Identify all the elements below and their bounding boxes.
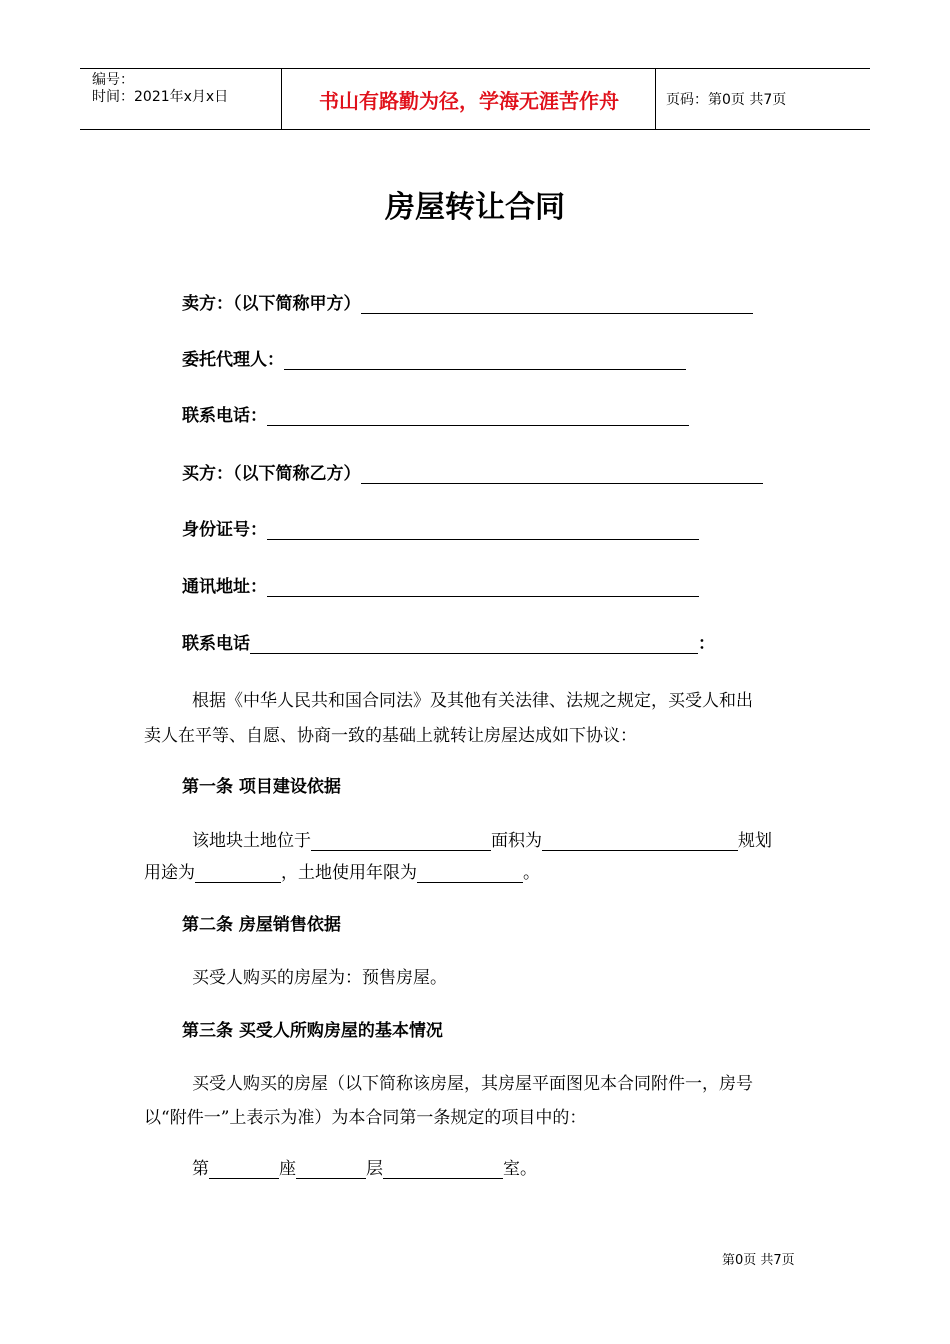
article1-line-1 — [192, 826, 772, 851]
buyer-label: 买方：（以下简称乙方） — [182, 464, 361, 484]
article1-text: 用途为 — [144, 863, 195, 883]
number-label: 编号： — [92, 72, 134, 88]
intro-line-2: 卖人在平等、自愿、协商一致的基础上就转让房屋达成如下协议： — [144, 726, 637, 746]
document-header — [80, 68, 870, 130]
header-motto: 书山有路勤为径，学海无涯苦作舟 — [319, 88, 619, 113]
article1-text: ，土地使用年限为 — [281, 863, 417, 883]
page-title: 房屋转让合同 — [385, 190, 565, 225]
page-footer: 第0页 共7页 — [722, 1253, 795, 1268]
seller-blank[interactable] — [361, 293, 753, 314]
id-label: 身份证号： — [182, 520, 267, 540]
usage-blank[interactable] — [195, 864, 281, 883]
seller-field — [182, 288, 753, 314]
agent-blank[interactable] — [284, 349, 686, 370]
article3-line-2: 以“附件一”上表示为准）为本合同第一条规定的项目中的： — [144, 1108, 587, 1128]
room-line — [192, 1154, 537, 1179]
room-text: 层 — [366, 1159, 383, 1179]
term-blank[interactable] — [417, 864, 523, 883]
building-blank[interactable] — [209, 1160, 279, 1179]
room-text: 室。 — [503, 1159, 537, 1179]
phone-label: 联系电话： — [182, 406, 267, 426]
address-label: 通讯地址： — [182, 577, 267, 597]
room-text: 第 — [192, 1159, 209, 1179]
article1-text: 面积为 — [491, 831, 542, 851]
room-blank[interactable] — [383, 1160, 503, 1179]
agent-field — [182, 344, 686, 370]
floor-blank[interactable] — [296, 1160, 366, 1179]
article1-text: 该地块土地位于 — [192, 831, 311, 851]
address-field — [182, 571, 699, 597]
article1-text: 。 — [523, 863, 540, 883]
location-blank[interactable] — [311, 832, 491, 851]
buyer-blank[interactable] — [361, 463, 763, 484]
header-page-info: 页码：第0页 共7页 — [666, 92, 787, 108]
article1-heading: 第一条 项目建设依据 — [182, 777, 341, 797]
article1-line-2 — [144, 858, 540, 883]
room-text: 座 — [279, 1159, 296, 1179]
header-meta — [92, 72, 228, 106]
article3-heading: 第三条 买受人所购房屋的基本情况 — [182, 1021, 443, 1041]
article2-text: 买受人购买的房屋为：预售房屋。 — [192, 968, 447, 988]
id-blank[interactable] — [267, 519, 699, 540]
id-field — [182, 514, 699, 540]
agent-label: 委托代理人： — [182, 350, 284, 370]
phone2-label: 联系电话 — [182, 634, 250, 654]
address-blank[interactable] — [267, 576, 699, 597]
article2-heading: 第二条 房屋销售依据 — [182, 915, 341, 935]
phone2-field — [182, 628, 715, 654]
time-label: 时间：2021年x月x日 — [92, 89, 229, 105]
phone-field — [182, 400, 689, 426]
seller-label: 卖方：（以下简称甲方） — [182, 294, 361, 314]
intro-line-1: 根据《中华人民共和国合同法》及其他有关法律、法规之规定，买受人和出 — [192, 691, 753, 711]
phone-blank[interactable] — [267, 405, 689, 426]
phone2-suffix: ： — [698, 634, 715, 654]
article3-line-1: 买受人购买的房屋（以下简称该房屋，其房屋平面图见本合同附件一，房号 — [192, 1074, 753, 1094]
phone2-blank[interactable] — [250, 633, 698, 654]
area-blank[interactable] — [542, 832, 738, 851]
article1-text: 规划 — [738, 831, 772, 851]
buyer-field — [182, 458, 763, 484]
